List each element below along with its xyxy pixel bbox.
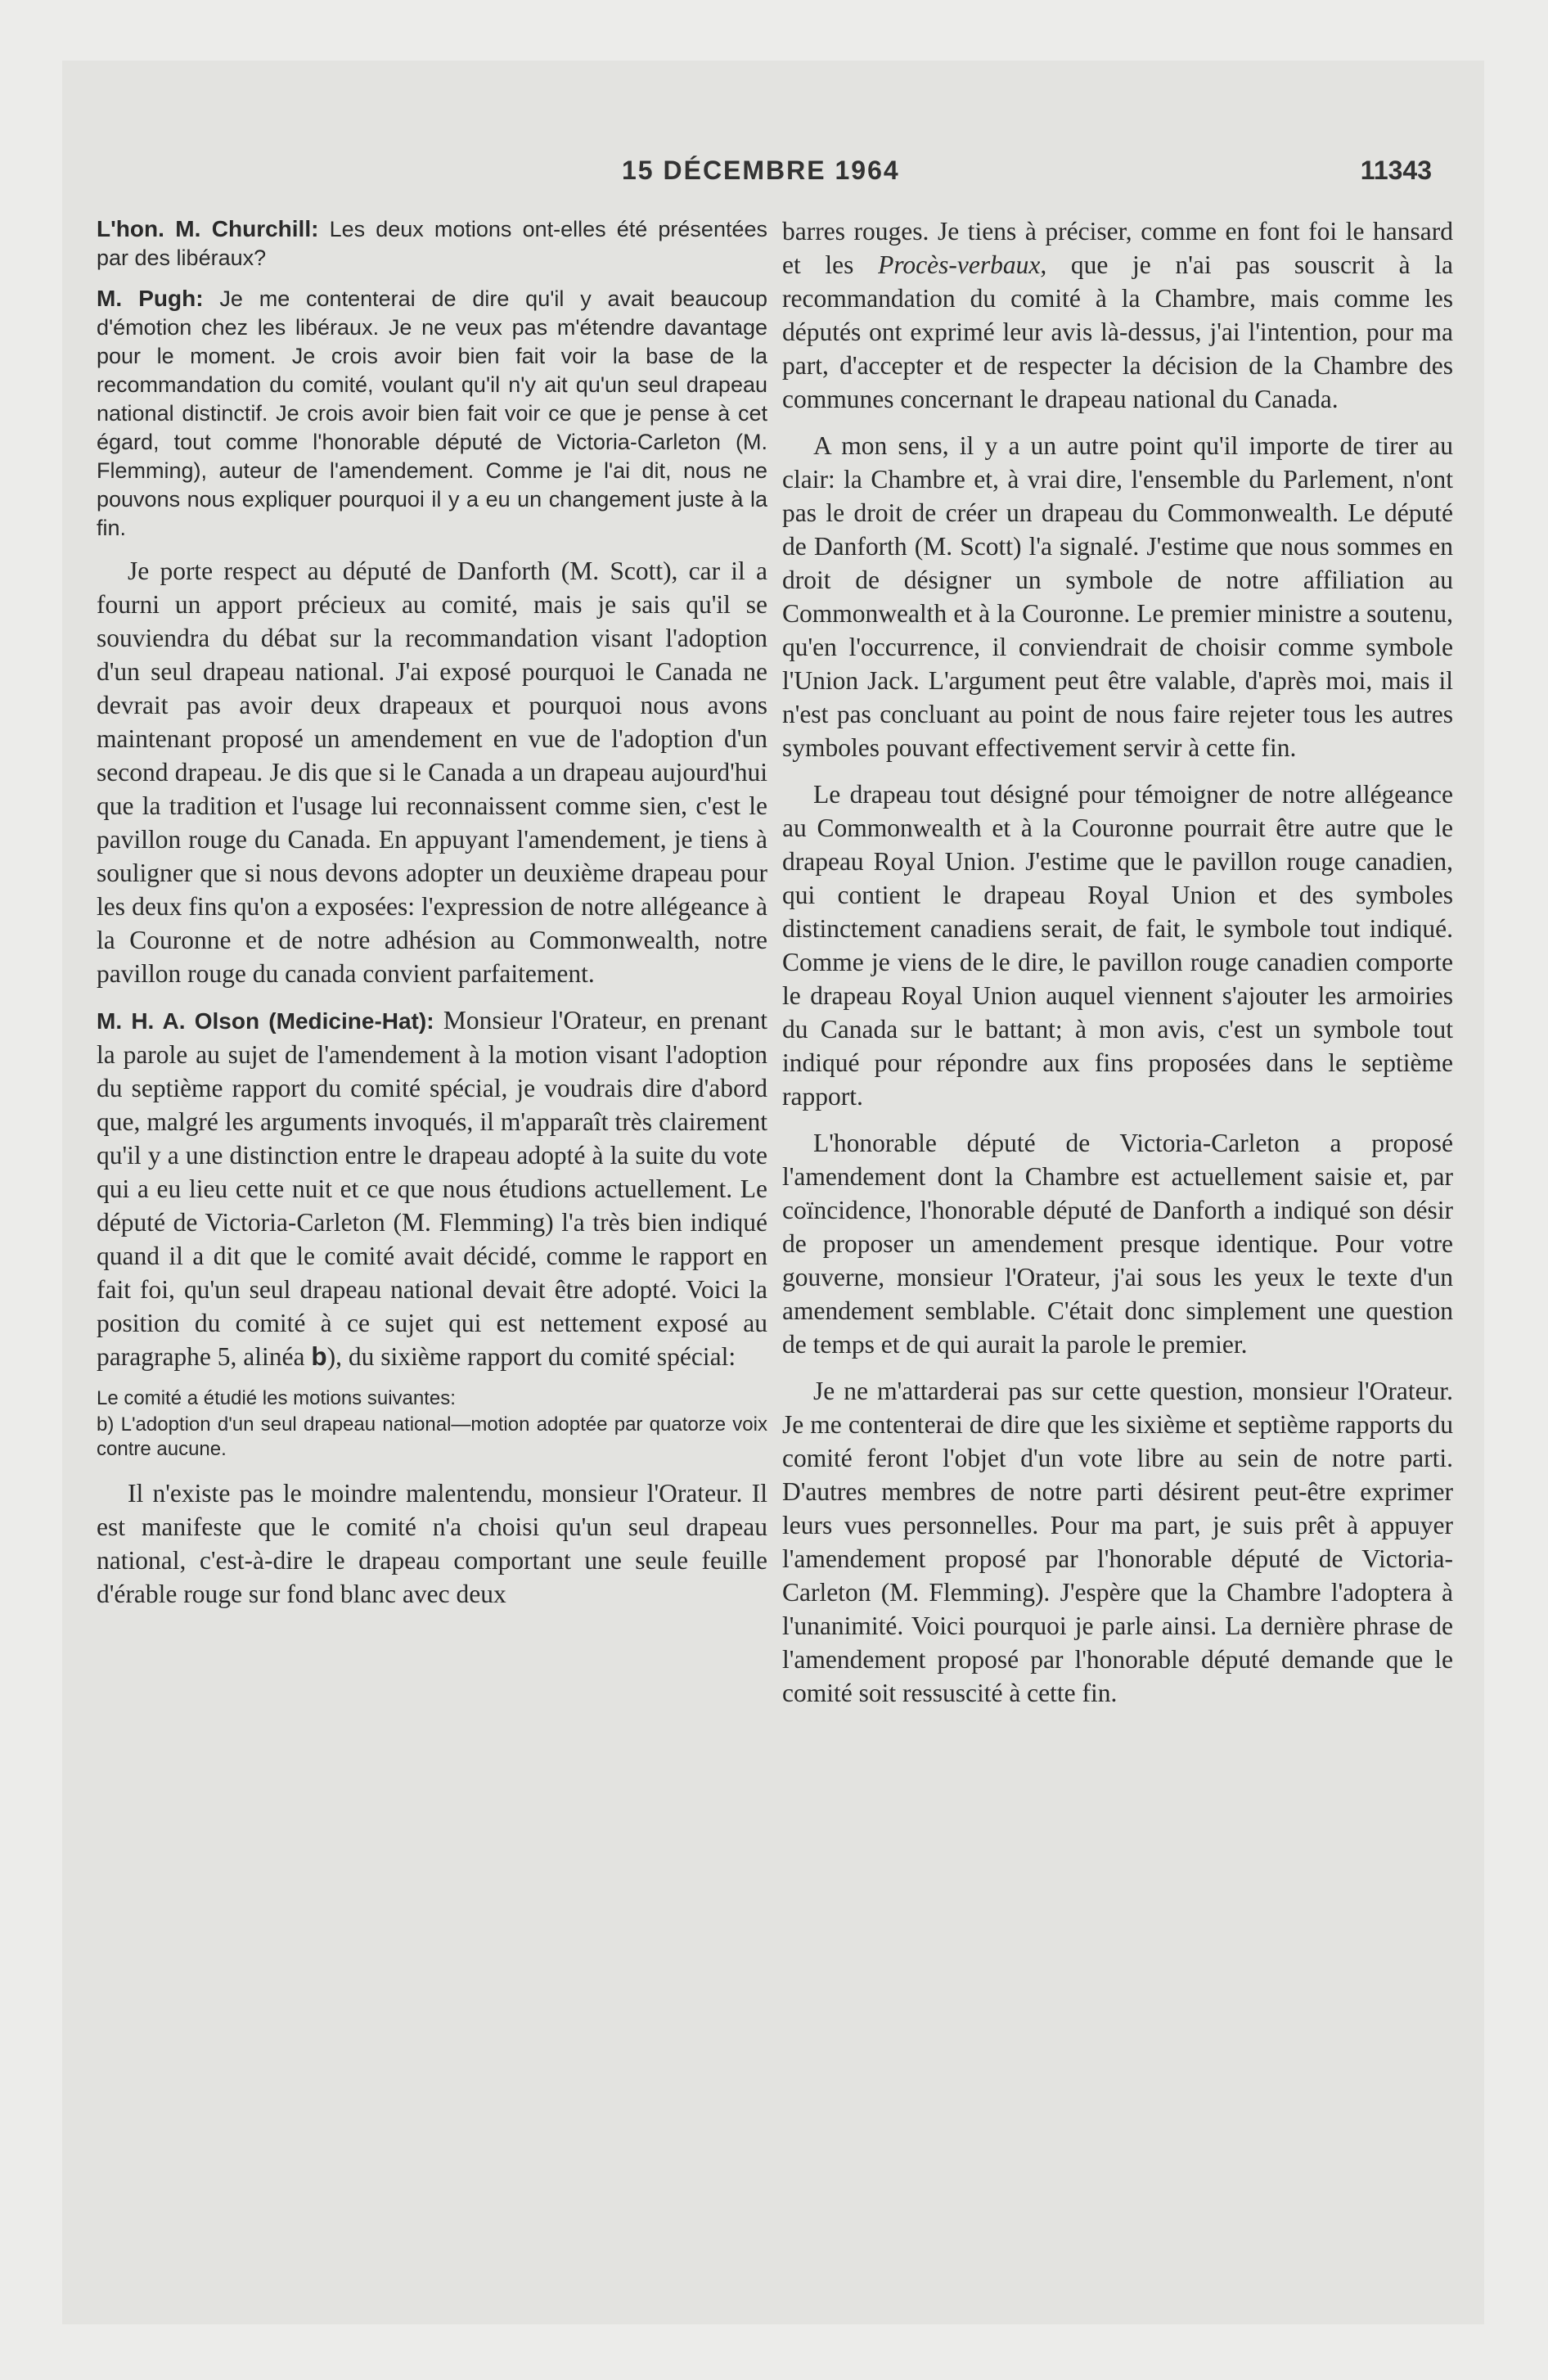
page-header	[0, 156, 1548, 205]
paragraph-text: ), du sixième rapport du comité spécial:	[326, 1342, 736, 1371]
paragraph: Le drapeau tout désigné pour témoigner de notre allégeance au Commonwealth et à la Couronne pourrait être autre que le drapeau Royal Union. J'estime que le pavillon rouge canadien, qui contient le drapeau Royal Union et des symboles distinctement canadiens serait, de fait, le symbole tout indiqué. Comme je viens de le dire, le pavillon rouge canadien comporte le drapeau Royal Union auquel viennent s'ajouter les armoiries du Canada sur le battant; à mon avis, c'est un symbole tout indiqué pour répondre aux fins proposées dans le septième rapport.	[782, 780, 1453, 1111]
italic-title: Procès-verbaux,	[878, 250, 1047, 279]
paragraph: Je porte respect au député de Danforth (M. Scott), car il a fourni un apport précieux au comité, mais je sais qu'il se souviendra du débat sur la recommandation visant l'adoption d'un seul drapeau national. J'ai exposé pourquoi le Canada ne devrait pas avoir deux drapeaux et pourquoi nous avons maintenant proposé un amendement en vue de l'adoption d'un second drapeau. Je dis que si le Canada a un drapeau aujourd'hui que la tradition et l'usage lui reconnaissent comme sien, c'est le pavillon rouge du Canada. En appuyant l'amendement, je tiens à souligner que si nous devons adopter un deuxième drapeau pour les deux fins qu'on a exposées: l'expression de notre allégeance à la Couronne et de notre adhésion au Commonwealth, notre pavillon rouge du canada convient parfaitement.	[97, 557, 767, 988]
left-column	[97, 214, 767, 1624]
paragraph: A mon sens, il y a un autre point qu'il importe de tirer au clair: la Chambre et, à vrai dire, l'ensemble du Parlement, n'ont pas le droit de créer un drapeau du Commonwealth. Le député de Danforth (M. Scott) l'a signalé. J'estime que nous sommes en droit de désigner un symbole de notre affiliation au Commonwealth et à la Couronne. Le premier ministre a soutenu, qu'en l'occurrence, il conviendrait de choisir comme symbole l'Union Jack. L'argument peut être valable, d'après moi, mais il n'est pas concluant au point de nous faire rejeter tous les autres symboles pouvant effectivement servir à cette fin.	[782, 431, 1453, 762]
paragraph	[97, 284, 767, 543]
paragraph	[782, 214, 1453, 416]
paragraph: L'honorable député de Victoria-Carleton a proposé l'amendement dont la Chambre est actuellement saisie et, par coïncidence, l'honorable député de Danforth a indiqué son désir de proposer un amendement presque identique. Pour votre gouverne, monsieur l'Orateur, j'ai sous les yeux le texte d'un amendement semblable. C'était donc simplement une question de temps et de qui aurait la parole le premier.	[782, 1129, 1453, 1359]
quote-line: Le comité a étudié les motions suivantes:	[97, 1387, 456, 1409]
block-quote	[97, 1386, 767, 1462]
paragraph: Je ne m'attarderai pas sur cette question, monsieur l'Orateur. Je me contenterai de dire que les sixième et septième rapports du comité feront l'objet d'un vote libre au sein de notre parti. D'autres membres de notre parti désirent peut-être exprimer leurs vues personnelles. Pour ma part, je suis prêt à appuyer l'amendement proposé par l'honorable député de Victoria-Carleton (M. Flemming). J'espère que la Chambre l'adoptera à l'unanimité. Voici pourquoi je parle ainsi. La dernière phrase de l'amendement proposé par l'honorable député demande que le comité soit ressuscité à cette fin.	[782, 1377, 1453, 1707]
speaker-name: M. Pugh:	[97, 286, 204, 311]
speaker-name: M. H. A. Olson (Medicine-Hat):	[97, 1008, 434, 1034]
paragraph-text: Les deux motions ont-elles été présentées par des libéraux?	[97, 217, 767, 270]
paragraph-text: que je n'ai pas souscrit à la recommandation du comité à la Chambre, mais comme les députés ont exprimé leur avis là-dessus, j'ai l'intention, pour ma part, d'accepter et de respecter la décision de la Chambre des communes concernant le drapeau national du Canada.	[782, 250, 1453, 413]
churchill-pugh-exchange	[97, 214, 767, 543]
paragraph	[97, 1003, 767, 1373]
subparagraph-letter: b	[311, 1341, 327, 1371]
right-column	[782, 214, 1453, 1723]
header-date: 15 DÉCEMBRE 1964	[622, 156, 900, 185]
paragraph-text: Je me contenterai de dire qu'il y avait beaucoup d'émotion chez les libéraux. Je ne veux pas m'étendre davantage pour le moment. Je crois avoir bien fait voir la base de la recommandation du comité, voulant qu'il n'y ait qu'un seul drapeau national distinctif. Je crois avoir bien fait voir ce que je pense à cet égard, tout comme l'honorable député de Victoria-Carleton (M. Flemming), auteur de l'amendement. Comme je l'ai dit, nous ne pouvons nous expliquer pourquoi il y a eu un changement juste à la fin.	[97, 286, 767, 540]
page-number: 11343	[1360, 156, 1432, 185]
speaker-name: L'hon. M. Churchill:	[97, 216, 319, 241]
paragraph-text: barres rouges. Je tiens à préciser, comme en font foi le hansard et les	[782, 217, 1453, 279]
paragraph-text: Monsieur l'Orateur, en prenant la parole au sujet de l'amendement à la motion visant l'adoption du septième rapport du comité spécial, je voudrais dire d'abord que, malgré les arguments invoqués, il m'apparaît très clairement qu'il y a une distinction entre le drapeau adopté à la suite du vote qui a eu lieu cette nuit et ce que nous étudions actuellement. Le député de Victoria-Carleton (M. Flemming) l'a très bien indiqué quand il a dit que le comité avait décidé, comme le rapport en fait foi, qu'un seul drapeau national devait être adopté. Voici la position du comité à ce sujet qui est nettement exposé au paragraphe 5, alinéa	[97, 1006, 767, 1371]
quote-line: b) L'adoption d'un seul drapeau national—motion adoptée par quatorze voix contre aucune.	[97, 1413, 767, 1460]
paragraph: Il n'existe pas le moindre malentendu, monsieur l'Orateur. Il est manifeste que le comité n'a choisi qu'un seul drapeau national, c'est-à-dire le drapeau comportant une seule feuille d'érable rouge sur fond blanc avec deux	[97, 1479, 767, 1608]
paragraph	[97, 214, 767, 273]
